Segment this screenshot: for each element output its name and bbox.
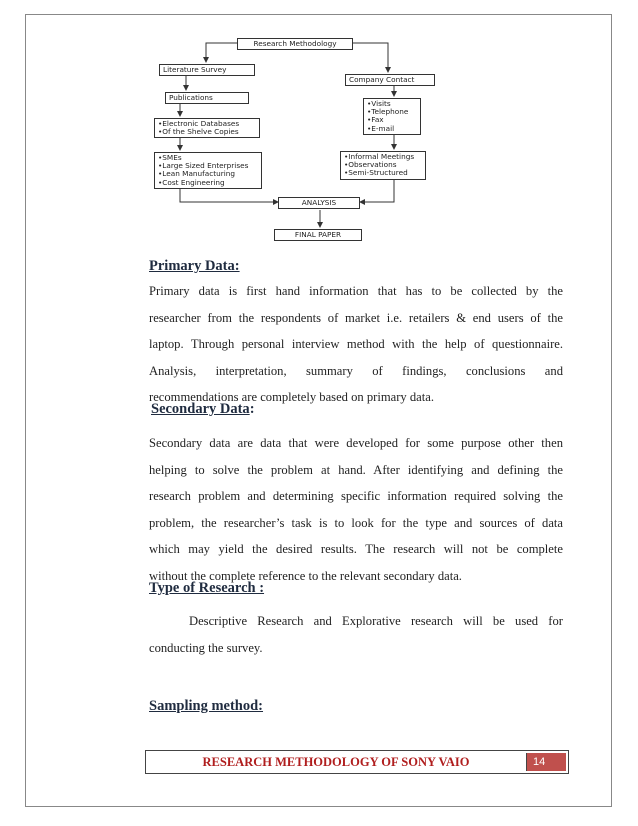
enterprises-item: •SMEs [158,153,182,162]
methods-item: •Informal Meetings [344,152,415,161]
company-contact-label: Company Contact [349,75,415,84]
methods-box [340,151,426,180]
paragraph-line: without the complete reference to the relevant secondary data. [149,568,462,583]
channels-item: •Telephone [367,107,409,117]
company-contact-box [345,74,435,86]
paragraph-line: helping to solve the problem at hand. After identifying and defining the [149,462,563,477]
research-methodology-box [237,38,353,50]
databases-box [154,118,260,138]
paragraph-line: Analysis, interpretation, summary of findings, conclusions and [149,363,563,378]
channels-item: •Visits [367,99,391,108]
primary-data-paragraph [149,278,563,411]
enterprises-item: •Cost Engineering [158,177,225,187]
page-number: 14 [526,753,566,771]
analysis-box [278,197,360,209]
final-paper-box [274,229,362,241]
paragraph-line: researcher from the respondents of market i.e. retailers & end users of the [149,310,563,325]
databases-item: •Electronic Databases [158,119,240,128]
page-footer [145,750,569,774]
enterprises-item: •Large Sized Enterprises [158,161,249,171]
paragraph-line: problem, the researcher’s task is to look for the type and sources of data [149,515,563,530]
literature-survey-label: Literature Survey [163,65,227,74]
paragraph-line: research problem and determining specific information required solving the [149,489,563,503]
analysis-label: ANALYSIS [301,198,337,207]
literature-survey-box [159,64,255,76]
channels-box [363,98,421,135]
channels-item: •Fax [367,115,384,125]
secondary-data-heading-text: Secondary Data [151,401,250,417]
primary-data-heading: Primary Data: [149,258,240,274]
paragraph-line: Secondary data are data that were developed for some purpose other then [149,436,563,450]
paragraph-line: laptop. Through personal interview method with the help of questionnaire. [149,337,563,351]
final-paper-label: FINAL PAPER [294,230,342,239]
methods-item: •Observations [344,160,397,170]
channels-item: •E-mail [367,123,395,133]
research-methodology-label: Research Methodology [253,39,337,48]
paragraph-line: Descriptive Research and Explorative research will be used for [189,614,563,628]
enterprises-item: •Lean Manufacturing [158,169,235,179]
paragraph-line: recommendations are completely based on primary data. [149,390,435,404]
enterprises-box [154,152,262,189]
type-of-research-heading: Type of Research : [149,580,265,596]
secondary-data-paragraph [149,430,563,589]
paragraph-line: conducting the survey. [149,640,263,655]
methods-item: •Semi-Structured [344,168,408,178]
secondary-data-heading-colon: : [249,401,255,417]
publications-box [165,92,249,104]
sampling-method-heading: Sampling method: [149,698,264,714]
footer-title: RESEARCH METHODOLOGY OF SONY VAIO [202,755,470,769]
paragraph-line: which may yield the desired results. The research will not be complete [149,542,563,556]
type-of-research-paragraph [149,608,563,661]
databases-item: •Of the Shelve Copies [158,127,239,137]
publications-label: Publications [169,93,213,102]
research-methodology-flowchart [140,30,430,245]
secondary-data-heading [151,401,255,418]
paragraph-line: Primary data is first hand information that has to be collected by the [149,284,563,298]
